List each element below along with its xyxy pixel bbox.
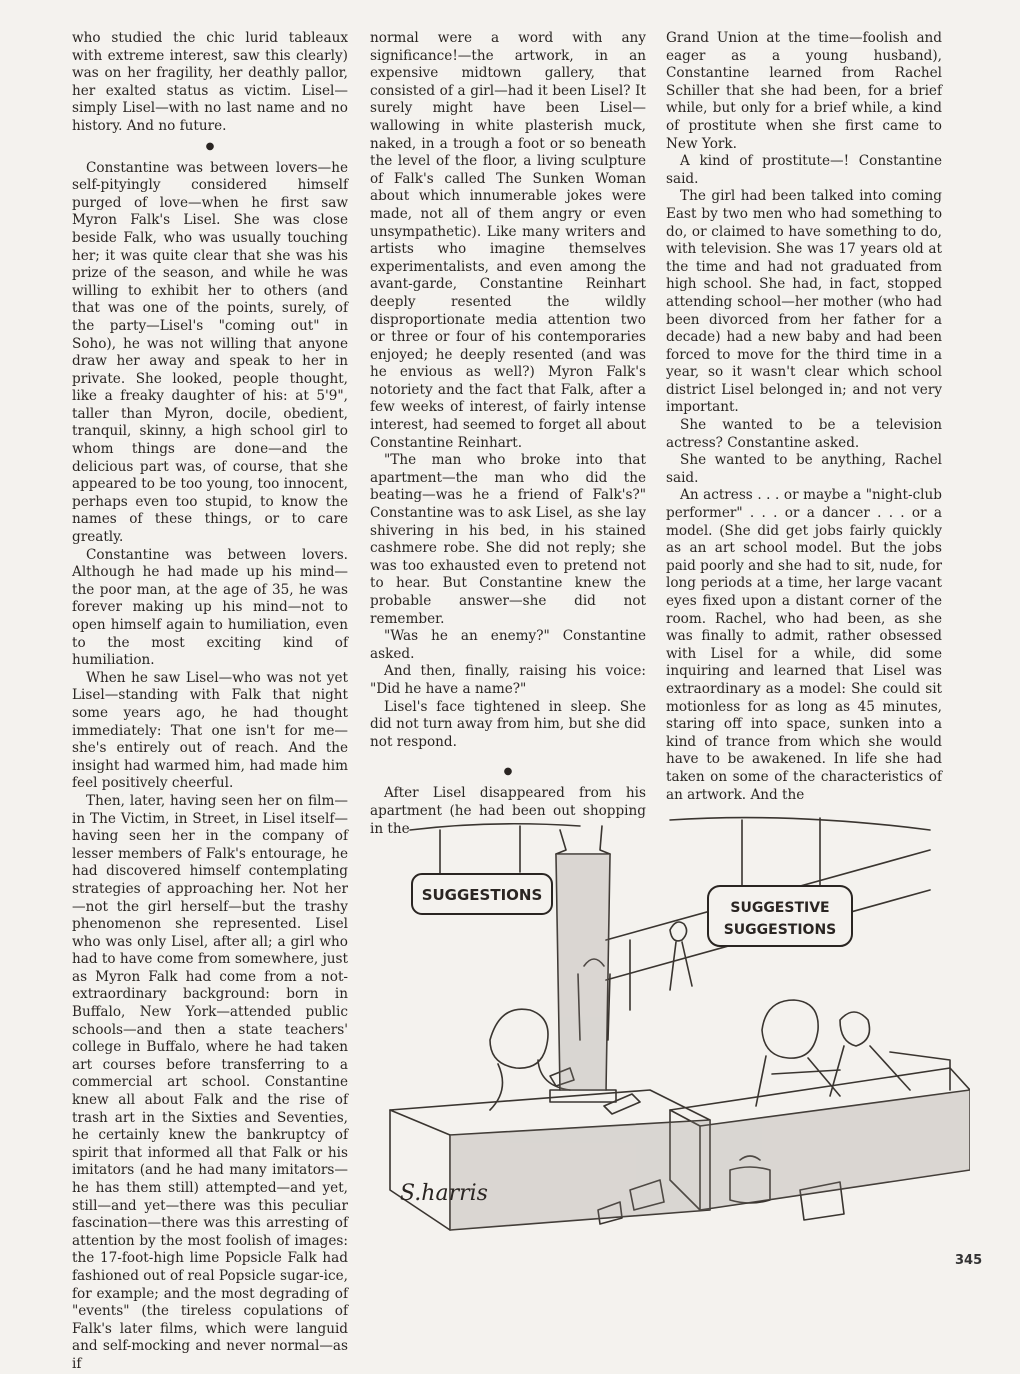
- text-column-2: [370, 30, 646, 838]
- paragraph: Constantine was between lovers. Although he had made up his mind—the poor man, at the age of 35, he was forever making up his mind—not to open himself again to humiliation, even to the most exciting kind of humiliation.: [72, 546, 348, 669]
- paragraph: Constantine was between lovers—he self-pityingly considered himself purged of love—when he first saw Myron Falk's Lisel. She was close beside Falk, who was usually touching her; it was quite clear that she was his prize of the season, and while he was willing to exhibit her to others (and that was one of the points, surely, of the party—Lisel's "coming out" in Soho), he was not willing that anyone draw her away and speak to her in private. She looked, people thought, like a freaky daughter of his: at 5'9", taller than Myron, docile, obedient, tranquil, skinny, a high school girl to whom things are done—and the delicious part was, of course, that she appeared to be too young, too innocent, perhaps even too stupid, to know the names of these things, or to care greatly.: [72, 159, 348, 546]
- sign-line-1: SUGGESTIVE: [730, 900, 830, 916]
- paragraph: And then, finally, raising his voice: "Did he have a name?": [370, 663, 646, 697]
- paragraph: who studied the chic lurid tableaux with extreme interest, saw this clearly) was on her fragility, her deathly pallor, her exalted status as victim. Lisel—simply Lisel—with no last name and no history. And no future.: [72, 30, 348, 134]
- paragraph: A kind of prostitute—! Constantine said.: [666, 153, 942, 187]
- paragraph: "The man who broke into that apartment—the man who did the beating—was he a friend of Falk's?" Constantine was to ask Lisel, as she lay shivering in his bed, in his stained cashmere robe. She did not reply; she was too exhausted even to pretend not to hear. But Constantine knew the probable answer—she did not remember.: [370, 452, 646, 627]
- sign-line-2: SUGGESTIONS: [723, 922, 837, 938]
- paragraph: normal were a word with any significance!—the artwork, in an expensive midtown gallery, that consisted of a girl—had it been Lisel? It surely might have been Lisel—wallowing in white plasterish muck, naked, in a trough a foot or so beneath the level of the floor, a living sculpture of Falk's called The Sunken Woman about which innumerable jokes were made, not all of them angry or even unsympathetic). Like many writers and artists who imagine themselves experimentalists, and even among the avant-garde, Constantine Reinhart deeply resented the wildly disproportionate media attention two or three or four of his contemporaries enjoyed; he deeply resented (and was he envious as well?) Myron Falk's notoriety and the fact that Falk, after a few weeks of interest, of fairly intense interest, had seemed to forget all about Constantine Reinhart.: [370, 30, 646, 451]
- paragraph: She wanted to be a television actress? Constantine asked.: [666, 417, 942, 451]
- section-break-bullet: [370, 765, 646, 779]
- paragraph: When he saw Lisel—who was not yet Lisel—standing with Falk that night some years ago, he had thought immediately: That one isn't for me—she's entirely out of reach. And the insight had warmed him, had made him feel positively cheerful.: [72, 669, 348, 792]
- cartoon-illustration: [370, 790, 970, 1270]
- sign-suggestions-text: SUGGESTIONS: [421, 886, 543, 904]
- paragraph: The girl had been talked into coming East by two men who had something to do, or claimed to have something to do, with television. She was 17 years old at the time and had not graduated from high school. She had, in fact, stopped attending school—her mother (who had been divorced from her father for a decade) had a new baby and had been forced to move for the third time in a year, so it wasn't clear which school district Lisel belonged in; and not very important.: [666, 188, 942, 416]
- paragraph: She wanted to be anything, Rachel said.: [666, 452, 942, 486]
- paragraph: Then, later, having seen her on film—in The Victim, in Street, in Lisel itself—having seen her in the company of lesser members of Falk's entourage, he had discovered himself contemplating strategies of approaching her. Not her—not the girl herself—but the trashy phenomenon she represented. Lisel who was only Lisel, after all; a girl who had to have come from somewhere, just as Myron Falk had come from a not-extraordinary background: born in Buffalo, New York—attended public schools—and then a state teachers' college in Buffalo, where he had taken art courses before transferring to a commercial art school. Constantine knew all about Falk and the rise of trash art in the Sixties and Seventies, he certainly knew the bankruptcy of spirit that informed all that Falk or his imitators (and he had many imitators—he has them still) attempted—and yet, still—and yet—there was this peculiar fascination—there was this arresting of attention by the most foolish of images: the 17-foot-high lime Popsicle Falk had fashioned out of real Popsicle sugar-ice, for example; and the most degrading of "events" (the tireless copulations of Falk's later films, which were languid and self-mocking and never normal—as if: [72, 792, 348, 1372]
- section-break-bullet: [72, 140, 348, 154]
- paragraph: After Lisel disappeared from his apartment (he had been out shopping in the: [370, 785, 646, 837]
- paragraph: An actress . . . or maybe a "night-club performer" . . . or a dancer . . . or a model. (She did get jobs fairly quickly as an art school model. But the jobs paid poorly and she had to sit, nude, for long periods at a time, her large vacant eyes fixed upon a distant corner of the room. Rachel, who had been, as she was finally to admit, rather obsessed with Lisel for a while, did some inquiring and learned that Lisel was extraordinary as a model: She could sit motionless for as long as 45 minutes, staring off into space, sunken into a kind of trance from which she would have to be awakened. In life she had taken on some of the characteristics of an artwork. And the: [666, 487, 942, 803]
- paragraph: Lisel's face tightened in sleep. She did not turn away from him, but she did not respond.: [370, 698, 646, 750]
- text-column-1: [72, 30, 348, 1374]
- text-column-3: [666, 30, 942, 804]
- paragraph: "Was he an enemy?" Constantine asked.: [370, 628, 646, 662]
- paragraph: Grand Union at the time—foolish and eager as a young husband), Constantine learned from Rachel Schiller that she had been, for a brief while, but only for a brief while, a kind of prostitute when she first came to New York.: [666, 30, 942, 152]
- sign-suggestions: [412, 874, 552, 914]
- sign-suggestive-suggestions: [708, 886, 852, 946]
- page-number: 345: [955, 1253, 983, 1268]
- artist-signature: S.harris: [400, 1181, 488, 1206]
